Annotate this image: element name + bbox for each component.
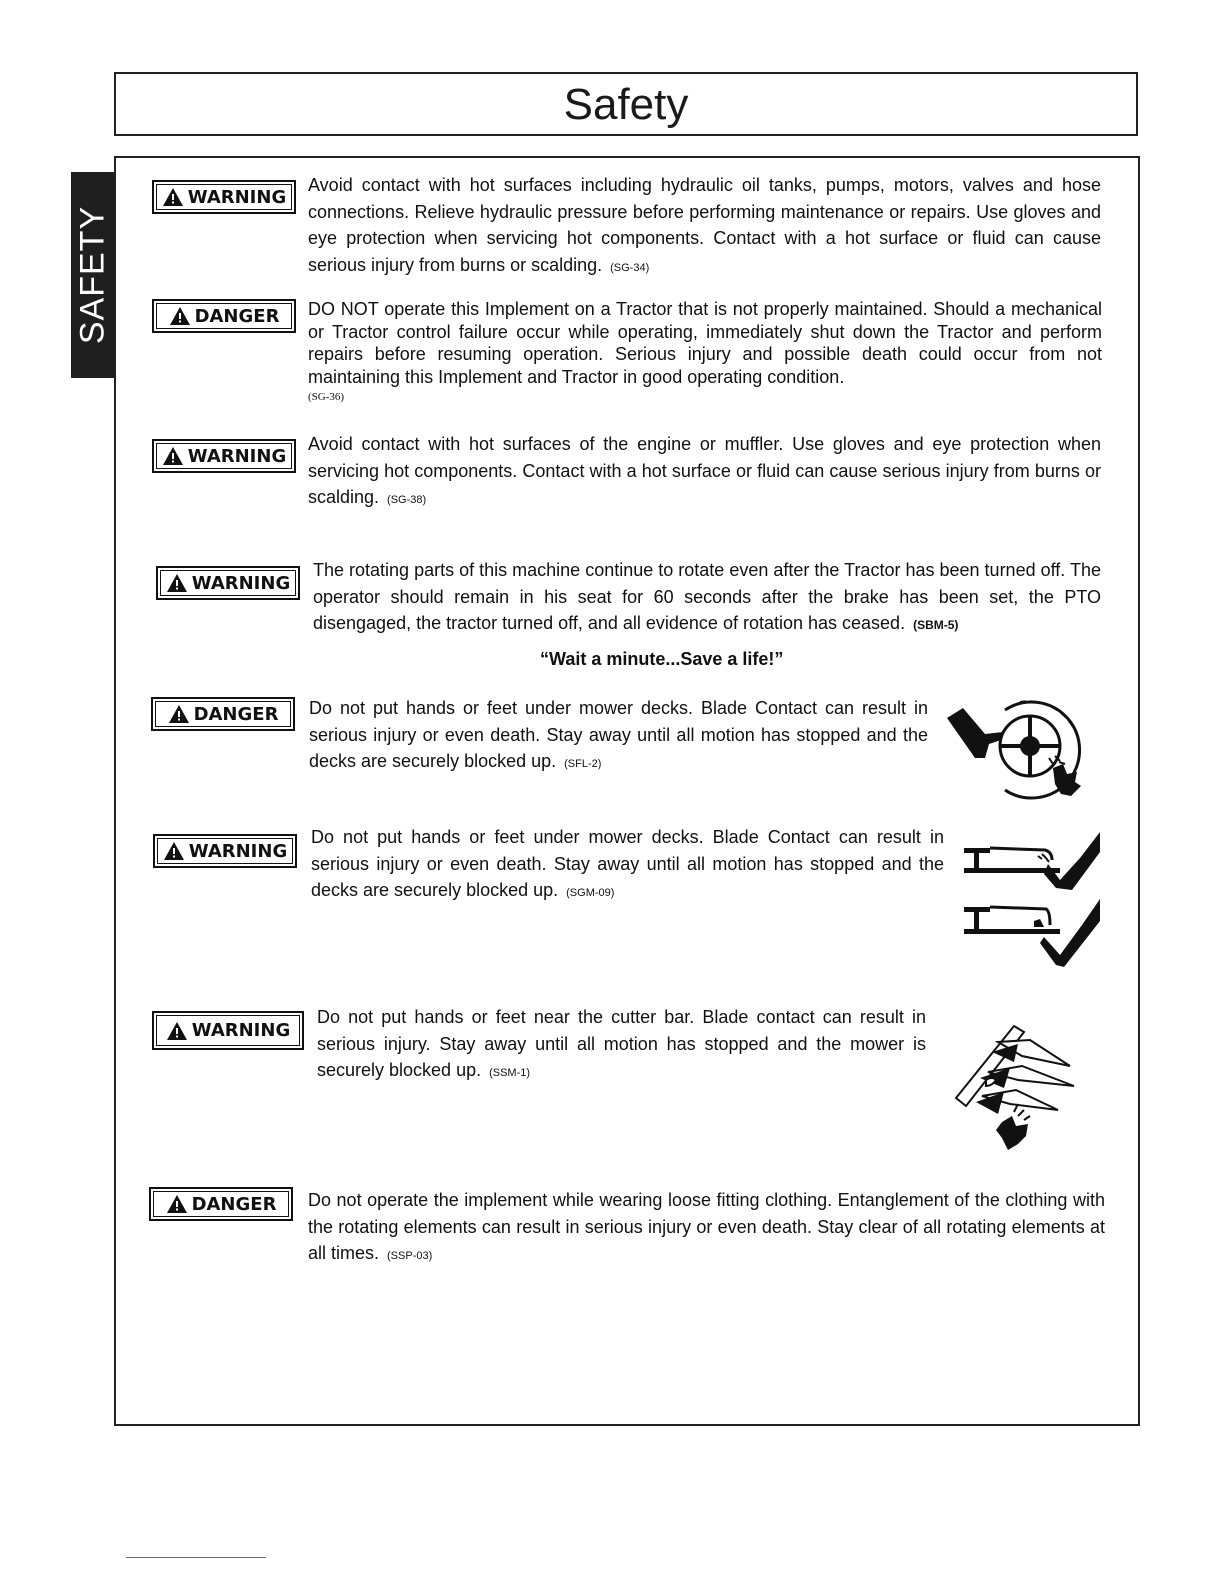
message-sgm-09 — [311, 824, 944, 907]
page-title: Safety — [563, 80, 689, 129]
slogan: “Wait a minute...Save a life!” — [540, 649, 784, 669]
danger-badge — [149, 1187, 293, 1221]
message-text: The rotating parts of this machine continue to rotate even after the Tractor has been turned off. The operator should remain in his seat for 60 seconds after the brake has been set, the PTO disengaged, the tractor turned off, and all evidence of rotation has ceased. — [313, 560, 1101, 633]
danger-badge — [151, 697, 295, 731]
footer-rule — [126, 1557, 266, 1558]
message-text: Do not put hands or feet under mower decks. Blade Contact can result in serious injury or even death. Stay away until all motion has stopped and the decks are securely blocked up. — [309, 698, 928, 771]
side-tab — [71, 172, 115, 378]
side-tab-label: SAFETY — [73, 205, 112, 345]
message-ssp-03 — [308, 1187, 1105, 1270]
message-code: (SG-34) — [610, 261, 650, 274]
page-title-box — [114, 72, 1138, 136]
message-code: (SG-36) — [308, 391, 345, 403]
message-code: (SGM-09) — [566, 887, 615, 899]
warning-triangle-icon — [168, 704, 190, 724]
message-sbm-5 — [313, 557, 1101, 639]
warning-badge — [152, 1011, 304, 1050]
message-text: DO NOT operate this Implement on a Tractor that is not properly maintained. Should a mechanical or Tractor control failure occur while operating, immediately shut down the Tractor and perform repairs before resuming operation. Serious injury and possible death could occur from not maintaining this Implement and Tractor in good operating condition. — [308, 299, 1102, 387]
warning-label: WARNING — [191, 572, 291, 594]
danger-label: DANGER — [194, 305, 280, 327]
message-text: Avoid contact with hot surfaces including hydraulic oil tanks, pumps, motors, valves and hose connections. Relieve hydraulic pressure before performing maintenance or repairs. Use gloves and eye protection when servicing hot components. Contact with a hot surface or fluid can cause serious injury from burns or scalding. — [308, 175, 1101, 275]
warning-label: WARNING — [187, 186, 287, 208]
warning-triangle-icon — [162, 446, 184, 466]
warning-badge — [156, 566, 300, 600]
cutter-bar-icon — [952, 1020, 1082, 1152]
message-code: (SFL-2) — [564, 758, 602, 770]
warning-triangle-icon — [166, 1194, 188, 1214]
message-text: Do not put hands or feet near the cutter bar. Blade contact can result in serious injury. Stay away until all motion has stopped and the mower is securely blocked up. — [317, 1007, 926, 1080]
message-sfl-2 — [309, 695, 928, 778]
warning-triangle-icon — [162, 187, 184, 207]
danger-label: DANGER — [191, 1193, 277, 1215]
deck-blocked-icon — [960, 895, 1102, 969]
warning-triangle-icon — [166, 573, 188, 593]
warning-label: WARNING — [187, 445, 287, 467]
message-sg-36 — [308, 298, 1102, 406]
warning-triangle-icon — [166, 1021, 188, 1041]
warning-badge — [153, 834, 297, 868]
warning-label: WARNING — [188, 840, 288, 862]
message-code: (SSM-1) — [489, 1067, 531, 1079]
warning-badge — [152, 180, 296, 214]
danger-badge — [152, 299, 296, 333]
blade-hand-icon — [945, 698, 1090, 803]
message-ssm-1 — [317, 1004, 926, 1087]
warning-badge — [152, 439, 296, 473]
message-code: (SSP-03) — [387, 1250, 433, 1262]
deck-hand-icon — [960, 830, 1102, 892]
danger-label: DANGER — [193, 703, 279, 725]
warning-triangle-icon — [169, 306, 191, 326]
message-text: Do not operate the implement while wearing loose fitting clothing. Entanglement of the clothing with the rotating elements can result in serious injury or even death. Stay clear of all rotating elements at all times. — [308, 1190, 1105, 1263]
message-code: (SBM-5) — [913, 618, 959, 632]
message-sg-38 — [308, 431, 1101, 514]
warning-label: WARNING — [191, 1020, 291, 1041]
message-text: Do not put hands or feet under mower decks. Blade Contact can result in serious injury or even death. Stay away until all motion has stopped and the decks are securely blocked up. — [311, 827, 944, 900]
warning-triangle-icon — [163, 841, 185, 861]
message-sg-34 — [308, 172, 1101, 281]
message-code: (SG-38) — [387, 494, 427, 506]
message-text: Avoid contact with hot surfaces of the engine or muffler. Use gloves and eye protection when servicing hot components. Contact with a hot surface or fluid can cause serious injury from burns or scalding. — [308, 434, 1101, 507]
